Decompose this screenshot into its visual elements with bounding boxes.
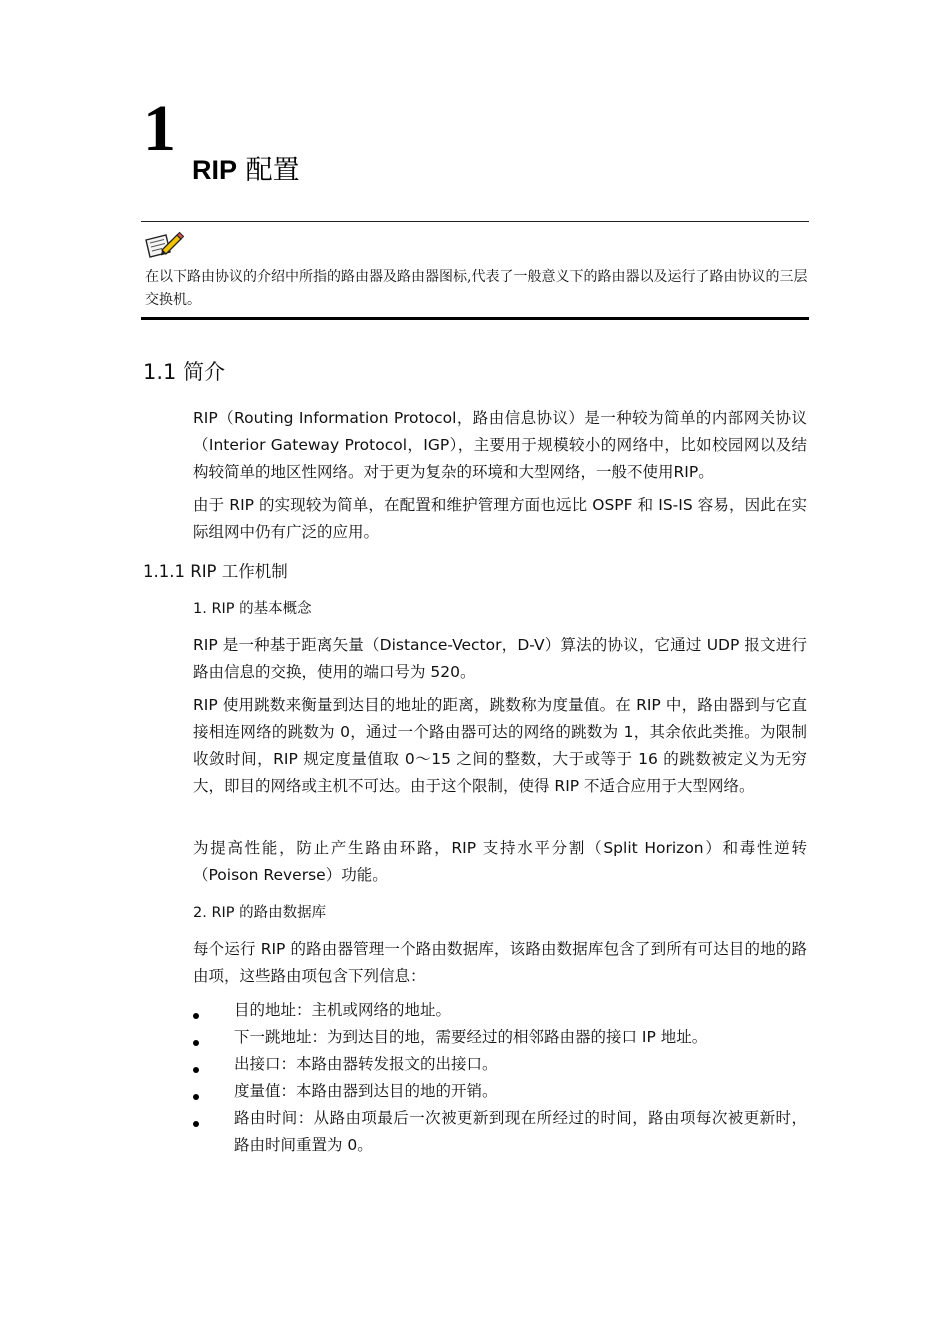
chapter-title-cn: 配置 (245, 155, 300, 186)
concept-paragraph-2: RIP 使用跳数来衡量到达目的地址的距离，跳数称为度量值。在 RIP 中，路由器到与它直接相连网络的跳数为 0，通过一个路由器可达的网络的跳数为 1，其余依此类推。为限制收敛时间，RIP 规定度量值取 0～15 之间的整数，大于或等于 16 的跳数被定义为无穷大，即目的网络或主机不可达。由于这个限制，使得 RIP 不适合应用于大型网络。 (193, 696, 807, 795)
list-item-text: 出接口：本路由器转发报文的出接口。 (234, 1055, 498, 1073)
concept-paragraph-1: RIP 是一种基于距离矢量（Distance-Vector，D-V）算法的协议，它通过 UDP 报文进行路由信息的交换，使用的端口号为 520。 (193, 636, 807, 681)
database-intro-paragraph: 每个运行 RIP 的路由器管理一个路由数据库，该路由数据库包含了到所有可达目的地的路由项，这些路由项包含下列信息： (193, 940, 807, 985)
list-item (193, 997, 807, 1024)
list-item (193, 1051, 807, 1078)
note-text: 在以下路由协议的介绍中所指的路由器及路由器图标,代表了一般意义下的路由器以及运行了路由协议的三层交换机。 (145, 269, 808, 308)
list-item-text: 度量值：本路由器到达目的地的开销。 (234, 1082, 498, 1100)
list-item (193, 1078, 807, 1105)
list-item-text: 下一跳地址：为到达目的地，需要经过的相邻路由器的接口 IP 地址。 (234, 1028, 708, 1046)
chapter-title-latin: RIP (192, 155, 238, 185)
bullet-dot-icon (193, 1121, 199, 1127)
subheading-routing-database: 2. RIP 的路由数据库 (193, 905, 327, 921)
note-pencil-icon (144, 230, 184, 260)
list-item (193, 1105, 807, 1159)
subheading-basic-concepts: 1. RIP 的基本概念 (193, 601, 312, 617)
list-item-text: 目的地址：主机或网络的地址。 (234, 1001, 452, 1019)
bullet-dot-icon (193, 1094, 199, 1100)
concept-paragraph-3: 为提高性能，防止产生路由环路，RIP 支持水平分割（Split Horizon）和毒性逆转（Poison Reverse）功能。 (193, 839, 807, 884)
bullet-dot-icon (193, 1067, 199, 1073)
section-heading-1-1: 1.1 简介 (143, 360, 226, 384)
chapter-title (192, 154, 300, 187)
list-item-text: 路由时间：从路由项最后一次被更新到现在所经过的时间，路由项每次被更新时，路由时间重置为 0。 (234, 1109, 807, 1154)
section-heading-1-1-1: 1.1.1 RIP 工作机制 (143, 562, 288, 581)
bullet-dot-icon (193, 1013, 199, 1019)
intro-paragraph-1: RIP（Routing Information Protocol，路由信息协议）是一种较为简单的内部网关协议（Interior Gateway Protocol，IGP），主要用于规模较小的网络中，比如校园网以及结构较简单的地区性网络。对于更为复杂的环境和大型网络，一般不使用RIP。 (193, 409, 807, 481)
chapter-number: 1 (143, 92, 176, 165)
note-bottom-rule (141, 317, 809, 320)
list-item (193, 1024, 807, 1051)
note-top-rule (141, 221, 809, 222)
route-entry-list (193, 997, 807, 1159)
bullet-dot-icon (193, 1040, 199, 1046)
intro-paragraph-2: 由于 RIP 的实现较为简单，在配置和维护管理方面也远比 OSPF 和 IS-IS 容易，因此在实际组网中仍有广泛的应用。 (193, 496, 807, 541)
